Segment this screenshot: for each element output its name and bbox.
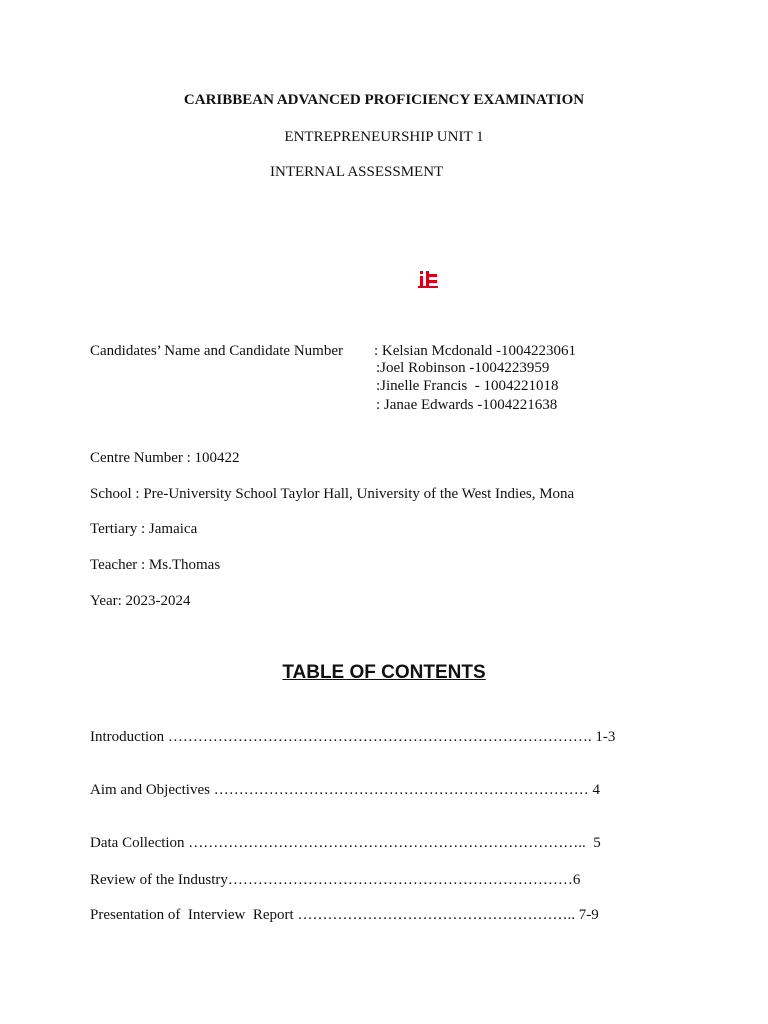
candidate-entry-1: : Kelsian Mcdonald -1004223061 [374, 343, 577, 359]
school-name: School : Pre-University School Taylor Hall, University of the West Indies, Mona [90, 486, 575, 502]
teacher: Teacher : Ms.Thomas [90, 557, 221, 573]
toc-item-review-industry: Review of the Industry……………………………………………………………6 [90, 872, 581, 888]
toc-item-introduction: Introduction …………………………………………………………………………. 1-3 [90, 729, 616, 745]
toc-item-interview-report: Presentation of Interview Report ……………………………………………….. 7-9 [90, 907, 599, 923]
centre-number: Centre Number : 100422 [90, 450, 240, 466]
candidate-entry-4: : Janae Edwards -1004221638 [376, 397, 558, 413]
exam-title: CARIBBEAN ADVANCED PROFICIENCY EXAMINATION [183, 92, 585, 108]
assessment-title: INTERNAL ASSESSMENT [270, 164, 444, 180]
toc-item-data-collection: Data Collection …………………………………………………………………….. 5 [90, 835, 601, 851]
toc-item-aim-objectives: Aim and Objectives ………………………………………………………………… 4 [90, 782, 600, 798]
candidates-label: Candidates’ Name and Candidate Number [90, 343, 351, 359]
unit-title: ENTREPRENEURSHIP UNIT 1 [284, 129, 484, 145]
candidate-entry-2: :Joel Robinson -1004223959 [376, 360, 550, 376]
tertiary: Tertiary : Jamaica [90, 521, 198, 537]
school-logo-icon [416, 268, 440, 290]
toc-title: TABLE OF CONTENTS [282, 662, 486, 683]
year: Year: 2023-2024 [90, 593, 191, 609]
candidate-entry-3: :Jinelle Francis - 1004221018 [376, 378, 559, 394]
